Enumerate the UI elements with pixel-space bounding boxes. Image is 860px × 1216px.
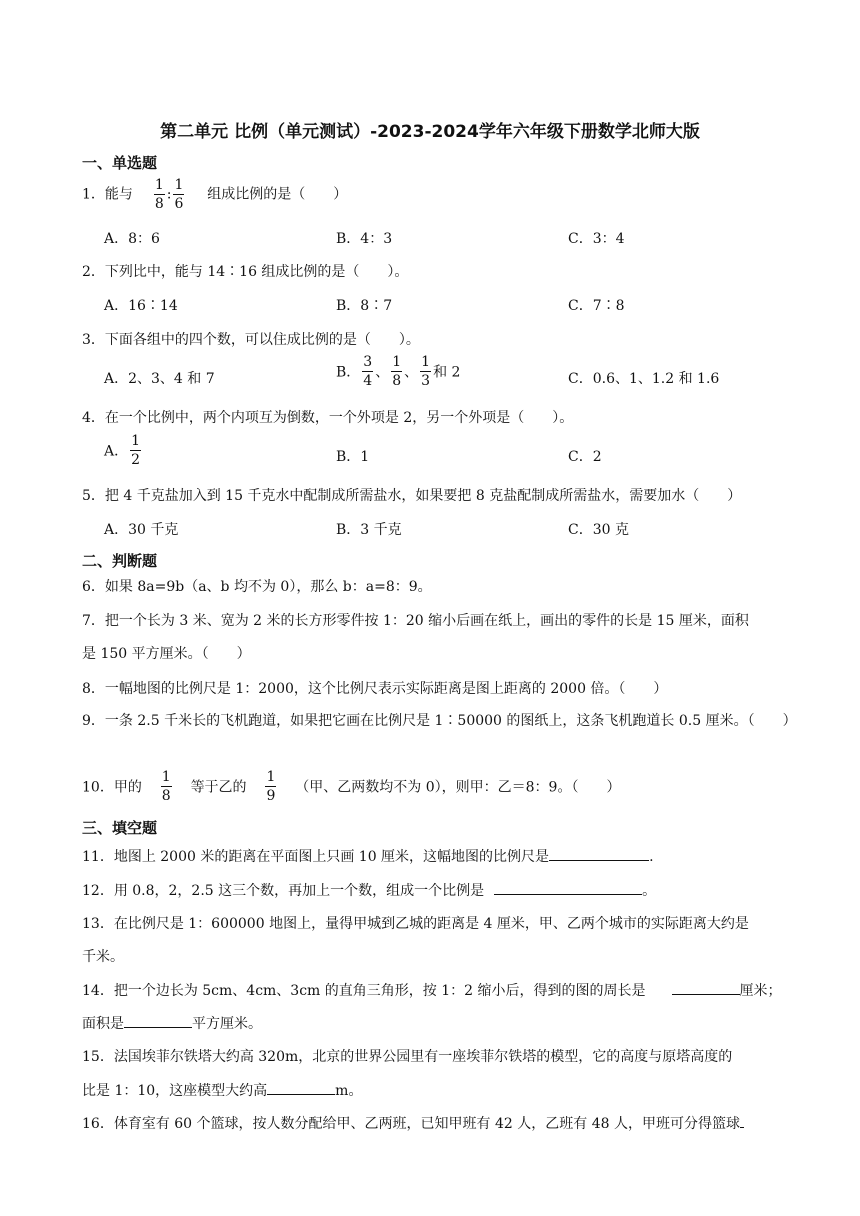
answer-blank[interactable] [672,980,740,995]
section-heading-single-choice: 一、单选题 [82,154,158,172]
question-8: 8．一幅地图的比例尺是 1：2000，这个比例尺表示实际距离是图上距离的 2000 倍。（ ） [82,681,668,697]
question-3: 3．下面各组中的四个数，可以住成比例的是（ ）。 [82,332,420,348]
question-12: 12．用 0.8，2，2.5 这三个数，再加上一个数，组成一个比例是 。 [82,880,656,900]
question-13-line-1: 13．在比例尺是 1：600000 地图上，量得甲城到乙城的距离是 4 厘米，甲、乙两个城市的实际距离大约是 [82,916,749,932]
q4-option-a: A． $\frac{1}{2}$ [104,433,141,468]
q2-option-a: A．16∶14 [104,298,178,314]
fraction-1-2: $\frac{1}{2}$ [131,433,141,468]
q4-option-c: C．2 [568,449,602,465]
question-13-line-2: 千米。 [82,949,124,965]
q2-option-b: B．8∶7 [336,298,393,314]
question-2: 2．下列比中，能与 14∶16 组成比例的是（ ）。 [82,264,409,280]
question-10: 10．甲的 $\frac{1}{8}$ 等于乙的 $\frac{1}{9}$ （甲、乙两数均不为 0），则甲：乙＝8：9。（ ） [82,769,621,804]
question-6: 6．如果 8a=9b（a、b 均不为 0），那么 b：a=8：9。 [82,579,432,595]
fraction-1-8: $\frac{1}{8}$ [161,769,171,804]
question-5: 5．把 4 千克盐加入到 15 千克水中配制成所需盐水，如果要把 8 克盐配制成所需盐水，需要加水（ ） [82,488,742,504]
q1-option-a: A．8：6 [104,231,160,247]
q5-option-b: B．3 千克 [336,522,402,538]
question-4: 4．在一个比例中，两个内项互为倒数，一个外项是 2，另一个外项是（ ）。 [82,410,574,426]
question-15-line-2: 比是 1：10，这座模型大约高 m。 [82,1080,362,1100]
q5-option-c: C．30 克 [568,522,629,538]
answer-blank[interactable] [124,1013,192,1028]
fraction-1-8: $\frac{1}{8}$ [154,177,164,212]
page-title: 第二单元 比例（单元测试）-2023-2024学年六年级下册数学北师大版 [160,122,700,142]
question-16: 16．体育室有 60 个篮球，按人数分配给甲、乙两班，已知甲班有 42 人，乙班有 48 人，甲班可分得篮球 [82,1113,744,1133]
fraction-1-3: $\frac{1}{3}$ [421,354,431,389]
fraction-1-9: $\frac{1}{9}$ [266,769,276,804]
section-heading-true-false: 二、判断题 [82,552,158,570]
fraction-3-4: $\frac{3}{4}$ [363,354,373,389]
q4-option-b: B．1 [336,449,370,465]
question-1 [82,178,347,211]
question-14-line-1: 14．把一个边长为 5cm、4cm、3cm 的直角三角形，按 1：2 缩小后，得到的图的周长是 厘米； [82,980,782,1000]
question-7-line-2: 是 150 平方厘米。（ ） [82,646,251,662]
q1-option-b: B．4：3 [336,231,393,247]
question-15-line-1: 15．法国埃菲尔铁塔大约高 320m，北京的世界公园里有一座埃菲尔铁塔的模型，它的高度与原塔高度的 [82,1049,733,1065]
answer-blank[interactable] [740,1113,744,1128]
section-heading-fill-blank: 三、填空题 [82,819,158,837]
q3-option-a: A．2、3、4 和 7 [104,371,215,387]
question-14-line-2: 面积是 平方厘米。 [82,1013,262,1033]
question-11: 11．地图上 2000 米的距离在平面图上只画 10 厘米，这幅地图的比例尺是 . [82,846,654,866]
answer-blank[interactable] [267,1080,335,1095]
question-7-line-1: 7．把一个长为 3 米、宽为 2 米的长方形零件按 1：20 缩小后画在纸上，画出的零件的长是 15 厘米，面积 [82,613,749,629]
fraction-1-8: $\frac{1}{8}$ [392,354,402,389]
q3-option-c: C．0.6、1、1.2 和 1.6 [568,371,720,387]
fraction-1-6: $\frac{1}{6}$ [174,177,184,212]
q5-option-a: A．30 千克 [104,522,179,538]
q2-option-c: C．7∶8 [568,298,625,314]
question-1-suffix: 组成比例的是（ ） [207,186,348,203]
question-9: 9．一条 2.5 千米长的飞机跑道，如果把它画在比例尺是 1∶50000 的图纸上，这条飞机跑道长 0.5 厘米。（ ） [82,713,797,729]
ratio-colon: : [166,186,172,203]
q3-option-b: B． $\frac{3}{4}$ 、 $\frac{1}{8}$ 、 $\frac{1}{3}$ 和 2 [336,354,461,389]
answer-blank[interactable] [549,846,649,861]
question-1-prefix: 1．能与 [82,186,133,203]
answer-blank[interactable] [494,880,642,895]
q1-option-c: C．3：4 [568,231,625,247]
